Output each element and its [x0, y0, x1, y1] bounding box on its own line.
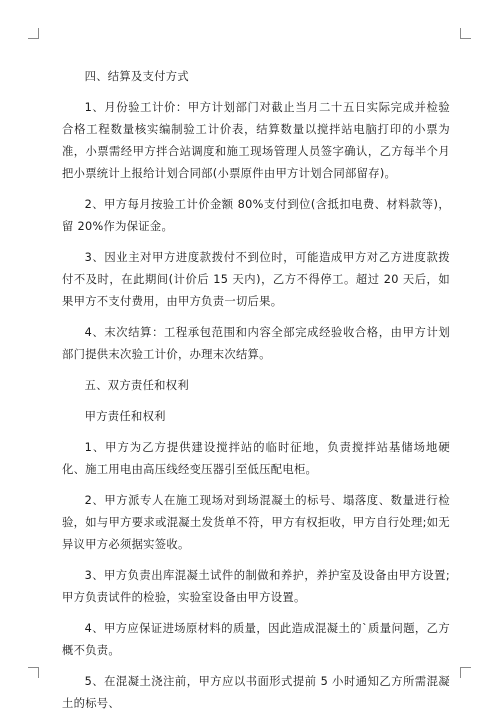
section-heading-responsibilities: 五、双方责任和权利	[84, 379, 189, 392]
paragraph-party-a-item-4: 4、甲方应保证进场原材料的质量，因此造成混凝土的`质量问题，乙方概不负责。	[62, 622, 450, 657]
section-heading-settlement: 四、结算及支付方式	[84, 70, 189, 83]
crop-mark-top-right	[460, 28, 471, 39]
document-body	[62, 66, 450, 724]
paragraph-payment-delay: 3、因业主对甲方进度款拨付不到位时，可能造成甲方对乙方进度款拨付不及时，在此期间(计价后 15 天内)，乙方不得停工。超过 20 天后，如果甲方不支付费用，由甲方负责一切后果。	[62, 251, 450, 308]
crop-mark-top-left	[28, 28, 39, 39]
crop-mark-bottom-left	[28, 667, 39, 678]
paragraph-final-settlement: 4、末次结算：工程承包范围和内容全部完成经验收合格，由甲方计划部门提供末次验工计价，办理末次结算。	[62, 326, 450, 361]
paragraph-monthly-payment: 2、甲方每月按验工计价金额 80%支付到位(含抵扣电费、材料款等)，留 20%作为保证金。	[62, 198, 450, 233]
paragraph-party-a-item-5: 5、在混凝土浇注前，甲方应以书面形式提前 5 小时通知乙方所需混凝土的标号、	[62, 675, 450, 710]
paragraph-party-a-item-3: 3、甲方负责出库混凝土试件的制做和养护，养护室及设备由甲方设置;甲方负责试件的检验，实验室设备由甲方设置。	[62, 569, 450, 604]
paragraph-party-a-item-1: 1、甲方为乙方提供建设搅拌站的临时征地，负责搅拌站基储场地硬化、施工用电由高压线经变压器引至低压配电柜。	[62, 441, 450, 476]
subheading-party-a: 甲方责任和权利	[84, 410, 166, 423]
paragraph-party-a-item-2: 2、甲方派专人在施工现场对到场混凝土的标号、塌落度、数量进行检验，如与甲方要求或混凝土发货单不符，甲方有权拒收，甲方自行处理;如无异议甲方必须据实签收。	[62, 494, 450, 551]
paragraph-monthly-valuation: 1、月份验工计价：甲方计划部门对截止当月二十五日实际完成并检验合格工程数量核实编制验工计价表，结算数量以搅拌站电脑打印的小票为准，小票需经甲方拌合站调度和施工现场管理人员签字确认，乙方每半个月把小票统计上报给计划合同部(小票原件由甲方计划合同部留存)。	[62, 101, 450, 180]
crop-mark-bottom-right	[460, 667, 471, 678]
